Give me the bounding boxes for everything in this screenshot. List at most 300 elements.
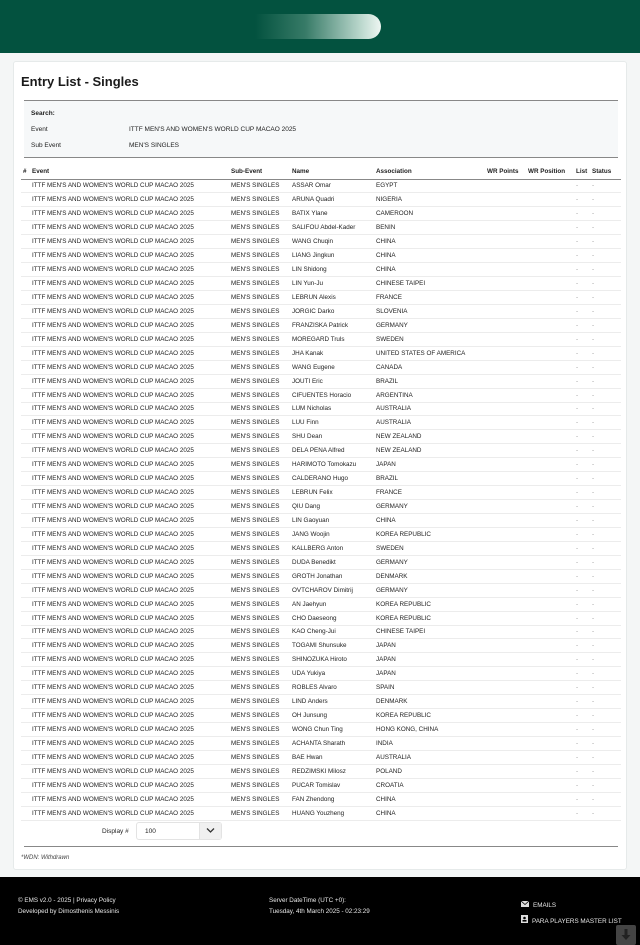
row-name[interactable]: ROBLES Alvaro: [290, 681, 374, 695]
row-wr-position: [526, 332, 574, 346]
row-wr-points: [485, 541, 526, 555]
row-status: -: [590, 611, 621, 625]
row-list: -: [574, 346, 590, 360]
row-list: -: [574, 318, 590, 332]
row-number: [21, 695, 30, 709]
row-status: -: [590, 514, 621, 528]
row-name[interactable]: OH Junsung: [290, 709, 374, 723]
row-name[interactable]: JOUTI Eric: [290, 374, 374, 388]
row-association: JAPAN: [374, 639, 485, 653]
row-wr-position: [526, 207, 574, 221]
row-list: -: [574, 402, 590, 416]
row-name[interactable]: QIU Dang: [290, 500, 374, 514]
row-wr-position: [526, 750, 574, 764]
row-wr-points: [485, 611, 526, 625]
row-status: -: [590, 639, 621, 653]
table-row[interactable]: [21, 750, 621, 764]
search-event-label: Event: [31, 126, 48, 133]
table-row[interactable]: [21, 458, 621, 472]
row-wr-points: [485, 193, 526, 207]
row-number: [21, 541, 30, 555]
row-event: ITTF MEN'S AND WOMEN'S WORLD CUP MACAO 2025: [30, 611, 229, 625]
row-name[interactable]: LEBRUN Felix: [290, 486, 374, 500]
row-association: BENIN: [374, 221, 485, 235]
row-wr-position: [526, 221, 574, 235]
table-row[interactable]: [21, 291, 621, 305]
row-number: [21, 444, 30, 458]
search-event-value: ITTF MEN'S AND WOMEN'S WORLD CUP MACAO 2025: [129, 126, 297, 133]
row-association: AUSTRALIA: [374, 416, 485, 430]
row-name[interactable]: JANG Woojin: [290, 527, 374, 541]
row-status: -: [590, 750, 621, 764]
row-event: ITTF MEN'S AND WOMEN'S WORLD CUP MACAO 2025: [30, 402, 229, 416]
row-list: -: [574, 764, 590, 778]
row-wr-position: [526, 667, 574, 681]
table-row[interactable]: [21, 709, 621, 723]
col-header-event[interactable]: Event: [30, 165, 229, 179]
row-wr-position: [526, 806, 574, 820]
row-association: JAPAN: [374, 458, 485, 472]
row-number: [21, 416, 30, 430]
row-wr-position: [526, 346, 574, 360]
table-row[interactable]: [21, 374, 621, 388]
row-event: ITTF MEN'S AND WOMEN'S WORLD CUP MACAO 2025: [30, 695, 229, 709]
copyright-text[interactable]: © EMS v2.0 - 2025 | Privacy Policy: [18, 897, 116, 904]
row-status: -: [590, 792, 621, 806]
row-name[interactable]: DELA PENA Alfred: [290, 444, 374, 458]
server-time-label: Server DateTime (UTC +0):: [269, 897, 346, 904]
row-wr-points: [485, 332, 526, 346]
footer-server-time: [269, 895, 370, 917]
row-event: ITTF MEN'S AND WOMEN'S WORLD CUP MACAO 2025: [30, 304, 229, 318]
row-name[interactable]: CALDERANO Hugo: [290, 472, 374, 486]
row-sub-event: MEN'S SINGLES: [229, 500, 290, 514]
col-header-sub-event[interactable]: Sub-Event: [229, 165, 290, 179]
col-header-wr-position[interactable]: WR Position: [526, 165, 574, 179]
row-list: -: [574, 221, 590, 235]
row-list: -: [574, 625, 590, 639]
row-association: DENMARK: [374, 695, 485, 709]
row-sub-event: MEN'S SINGLES: [229, 221, 290, 235]
row-association: CHINA: [374, 514, 485, 528]
scroll-download-button[interactable]: [616, 925, 636, 945]
row-association: CHINA: [374, 806, 485, 820]
entry-list-card: [13, 61, 627, 870]
row-number: [21, 235, 30, 249]
table-row[interactable]: [21, 681, 621, 695]
row-sub-event: MEN'S SINGLES: [229, 179, 290, 193]
row-status: -: [590, 291, 621, 305]
row-wr-points: [485, 304, 526, 318]
row-list: -: [574, 332, 590, 346]
row-wr-position: [526, 291, 574, 305]
row-event: ITTF MEN'S AND WOMEN'S WORLD CUP MACAO 2025: [30, 555, 229, 569]
row-event: ITTF MEN'S AND WOMEN'S WORLD CUP MACAO 2025: [30, 792, 229, 806]
row-number: [21, 207, 30, 221]
row-wr-points: [485, 555, 526, 569]
row-status: -: [590, 346, 621, 360]
row-name[interactable]: SHINOZUKA Hiroto: [290, 653, 374, 667]
table-row[interactable]: [21, 430, 621, 444]
row-event: ITTF MEN'S AND WOMEN'S WORLD CUP MACAO 2025: [30, 374, 229, 388]
row-association: CHINESE TAIPEI: [374, 277, 485, 291]
row-status: -: [590, 486, 621, 500]
row-list: -: [574, 583, 590, 597]
row-wr-position: [526, 277, 574, 291]
table-row[interactable]: [21, 263, 621, 277]
table-row[interactable]: [21, 221, 621, 235]
row-wr-points: [485, 458, 526, 472]
row-number: [21, 318, 30, 332]
withdrawn-note: *WDN: Withdrawn: [21, 855, 70, 861]
table-row[interactable]: [21, 792, 621, 806]
row-name[interactable]: WANG Chuqin: [290, 235, 374, 249]
row-wr-points: [485, 764, 526, 778]
row-list: -: [574, 360, 590, 374]
table-row[interactable]: [21, 764, 621, 778]
row-name[interactable]: FAN Zhendong: [290, 792, 374, 806]
row-status: -: [590, 235, 621, 249]
row-status: -: [590, 555, 621, 569]
table-row[interactable]: [21, 346, 621, 360]
table-row[interactable]: [21, 304, 621, 318]
row-number: [21, 723, 30, 737]
row-wr-position: [526, 179, 574, 193]
table-row[interactable]: [21, 444, 621, 458]
row-event: ITTF MEN'S AND WOMEN'S WORLD CUP MACAO 2025: [30, 723, 229, 737]
row-list: -: [574, 639, 590, 653]
row-wr-position: [526, 235, 574, 249]
row-list: -: [574, 569, 590, 583]
row-wr-points: [485, 639, 526, 653]
table-row[interactable]: [21, 527, 621, 541]
row-association: HONG KONG, CHINA: [374, 723, 485, 737]
search-sub-event-label: Sub Event: [31, 142, 61, 149]
row-sub-event: MEN'S SINGLES: [229, 304, 290, 318]
row-status: -: [590, 625, 621, 639]
emails-link[interactable]: [521, 898, 622, 914]
row-association: GERMANY: [374, 583, 485, 597]
row-association: INDIA: [374, 737, 485, 751]
row-number: [21, 360, 30, 374]
row-status: -: [590, 723, 621, 737]
row-name[interactable]: MOREGARD Truls: [290, 332, 374, 346]
table-row[interactable]: [21, 778, 621, 792]
row-name[interactable]: UDA Yukiya: [290, 667, 374, 681]
row-number: [21, 263, 30, 277]
row-list: -: [574, 653, 590, 667]
row-name[interactable]: PUCAR Tomislav: [290, 778, 374, 792]
row-name[interactable]: JORGIC Darko: [290, 304, 374, 318]
row-number: [21, 472, 30, 486]
row-event: ITTF MEN'S AND WOMEN'S WORLD CUP MACAO 2025: [30, 249, 229, 263]
row-wr-points: [485, 374, 526, 388]
row-event: ITTF MEN'S AND WOMEN'S WORLD CUP MACAO 2025: [30, 764, 229, 778]
row-name[interactable]: WANG Eugene: [290, 360, 374, 374]
row-wr-points: [485, 750, 526, 764]
row-name[interactable]: BATIX Ylane: [290, 207, 374, 221]
row-name[interactable]: JHA Kanak: [290, 346, 374, 360]
row-association: SPAIN: [374, 681, 485, 695]
footer: [0, 877, 640, 945]
row-name[interactable]: KAO Cheng-Jui: [290, 625, 374, 639]
row-association: POLAND: [374, 764, 485, 778]
row-wr-position: [526, 723, 574, 737]
row-wr-points: [485, 709, 526, 723]
table-row[interactable]: [21, 541, 621, 555]
table-row[interactable]: [21, 193, 621, 207]
row-number: [21, 193, 30, 207]
row-list: -: [574, 235, 590, 249]
row-status: -: [590, 778, 621, 792]
row-name[interactable]: HARIMOTO Tomokazu: [290, 458, 374, 472]
table-row[interactable]: [21, 318, 621, 332]
master-list-label: PARA PLAYERS MASTER LIST: [532, 918, 622, 925]
row-name[interactable]: CIFUENTES Horacio: [290, 388, 374, 402]
row-event: ITTF MEN'S AND WOMEN'S WORLD CUP MACAO 2025: [30, 221, 229, 235]
row-status: -: [590, 737, 621, 751]
row-wr-position: [526, 625, 574, 639]
footer-links: [521, 898, 622, 930]
row-name[interactable]: BAE Hwan: [290, 750, 374, 764]
row-event: ITTF MEN'S AND WOMEN'S WORLD CUP MACAO 2025: [30, 500, 229, 514]
table-row[interactable]: [21, 332, 621, 346]
row-association: NEW ZEALAND: [374, 430, 485, 444]
row-wr-position: [526, 597, 574, 611]
row-name[interactable]: LIN Gaoyuan: [290, 514, 374, 528]
row-sub-event: MEN'S SINGLES: [229, 249, 290, 263]
row-status: -: [590, 263, 621, 277]
row-event: ITTF MEN'S AND WOMEN'S WORLD CUP MACAO 2025: [30, 569, 229, 583]
table-row[interactable]: [21, 500, 621, 514]
row-wr-position: [526, 764, 574, 778]
row-status: -: [590, 667, 621, 681]
row-wr-points: [485, 625, 526, 639]
row-name[interactable]: SHU Dean: [290, 430, 374, 444]
table-row[interactable]: [21, 235, 621, 249]
row-sub-event: MEN'S SINGLES: [229, 360, 290, 374]
table-row[interactable]: [21, 611, 621, 625]
table-row[interactable]: [21, 486, 621, 500]
row-name[interactable]: REDZIMSKI Milosz: [290, 764, 374, 778]
row-number: [21, 249, 30, 263]
col-header-number[interactable]: #: [21, 165, 30, 179]
row-number: [21, 611, 30, 625]
table-row[interactable]: [21, 639, 621, 653]
row-wr-position: [526, 444, 574, 458]
table-row[interactable]: [21, 514, 621, 528]
row-association: CHINA: [374, 249, 485, 263]
row-name[interactable]: LIN Yun-Ju: [290, 277, 374, 291]
row-wr-points: [485, 318, 526, 332]
row-list: -: [574, 541, 590, 555]
table-row[interactable]: [21, 625, 621, 639]
row-event: ITTF MEN'S AND WOMEN'S WORLD CUP MACAO 2025: [30, 263, 229, 277]
row-association: BRAZIL: [374, 472, 485, 486]
row-status: -: [590, 388, 621, 402]
row-wr-position: [526, 583, 574, 597]
table-row[interactable]: [21, 723, 621, 737]
row-status: -: [590, 402, 621, 416]
row-wr-position: [526, 681, 574, 695]
table-row[interactable]: [21, 695, 621, 709]
table-row[interactable]: [21, 207, 621, 221]
row-name[interactable]: LIANG Jingkun: [290, 249, 374, 263]
row-wr-position: [526, 193, 574, 207]
row-wr-position: [526, 318, 574, 332]
row-number: [21, 806, 30, 820]
row-wr-points: [485, 277, 526, 291]
row-wr-position: [526, 249, 574, 263]
row-sub-event: MEN'S SINGLES: [229, 695, 290, 709]
row-wr-position: [526, 792, 574, 806]
table-row[interactable]: [21, 472, 621, 486]
site-logo[interactable]: [255, 14, 381, 39]
row-sub-event: MEN'S SINGLES: [229, 444, 290, 458]
row-association: GERMANY: [374, 555, 485, 569]
row-association: KOREA REPUBLIC: [374, 709, 485, 723]
row-status: -: [590, 541, 621, 555]
row-event: ITTF MEN'S AND WOMEN'S WORLD CUP MACAO 2025: [30, 597, 229, 611]
row-number: [21, 764, 30, 778]
row-association: CHINA: [374, 235, 485, 249]
row-wr-points: [485, 583, 526, 597]
row-name[interactable]: FRANZISKA Patrick: [290, 318, 374, 332]
col-header-wr-points[interactable]: WR Points: [485, 165, 526, 179]
row-name[interactable]: AN Jaehyun: [290, 597, 374, 611]
row-wr-position: [526, 514, 574, 528]
row-name[interactable]: LIND Anders: [290, 695, 374, 709]
table-row[interactable]: [21, 277, 621, 291]
table-row[interactable]: [21, 569, 621, 583]
row-event: ITTF MEN'S AND WOMEN'S WORLD CUP MACAO 2025: [30, 472, 229, 486]
row-wr-points: [485, 444, 526, 458]
row-sub-event: MEN'S SINGLES: [229, 806, 290, 820]
row-status: -: [590, 709, 621, 723]
row-event: ITTF MEN'S AND WOMEN'S WORLD CUP MACAO 2025: [30, 778, 229, 792]
row-number: [21, 500, 30, 514]
row-wr-points: [485, 514, 526, 528]
row-association: FRANCE: [374, 486, 485, 500]
table-row[interactable]: [21, 402, 621, 416]
row-sub-event: MEN'S SINGLES: [229, 764, 290, 778]
table-row[interactable]: [21, 597, 621, 611]
row-association: CROATIA: [374, 778, 485, 792]
row-wr-points: [485, 221, 526, 235]
envelope-icon: [521, 898, 529, 914]
search-panel: [24, 100, 618, 158]
row-list: -: [574, 207, 590, 221]
row-name[interactable]: KALLBERG Anton: [290, 541, 374, 555]
row-wr-position: [526, 388, 574, 402]
row-number: [21, 792, 30, 806]
row-sub-event: MEN'S SINGLES: [229, 291, 290, 305]
row-event: ITTF MEN'S AND WOMEN'S WORLD CUP MACAO 2025: [30, 332, 229, 346]
table-row[interactable]: [21, 653, 621, 667]
row-name[interactable]: SALIFOU Abdel-Kader: [290, 221, 374, 235]
row-number: [21, 709, 30, 723]
row-association: CHINA: [374, 263, 485, 277]
row-status: -: [590, 583, 621, 597]
row-event: ITTF MEN'S AND WOMEN'S WORLD CUP MACAO 2025: [30, 625, 229, 639]
row-list: -: [574, 527, 590, 541]
table-row[interactable]: [21, 555, 621, 569]
row-name[interactable]: LUM Nicholas: [290, 402, 374, 416]
row-sub-event: MEN'S SINGLES: [229, 778, 290, 792]
row-name[interactable]: LIN Shidong: [290, 263, 374, 277]
row-number: [21, 653, 30, 667]
emails-label: EMAILS: [533, 902, 557, 909]
row-name[interactable]: LUU Finn: [290, 416, 374, 430]
row-name[interactable]: LEBRUN Alexis: [290, 291, 374, 305]
row-list: -: [574, 430, 590, 444]
row-event: ITTF MEN'S AND WOMEN'S WORLD CUP MACAO 2025: [30, 750, 229, 764]
row-number: [21, 221, 30, 235]
table-row[interactable]: [21, 360, 621, 374]
row-number: [21, 304, 30, 318]
row-name[interactable]: HUANG Youzheng: [290, 806, 374, 820]
display-count-select[interactable]: [136, 822, 222, 840]
row-name[interactable]: ARUNA Quadri: [290, 193, 374, 207]
row-wr-points: [485, 527, 526, 541]
row-name[interactable]: GROTH Jonathan: [290, 569, 374, 583]
col-header-association[interactable]: Association: [374, 165, 485, 179]
row-name[interactable]: OVTCHAROV Dimitrij: [290, 583, 374, 597]
row-association: DENMARK: [374, 569, 485, 583]
master-list-link[interactable]: [521, 914, 622, 930]
row-wr-points: [485, 388, 526, 402]
table-row[interactable]: [21, 583, 621, 597]
row-sub-event: MEN'S SINGLES: [229, 527, 290, 541]
row-event: ITTF MEN'S AND WOMEN'S WORLD CUP MACAO 2025: [30, 193, 229, 207]
row-name[interactable]: DUDA Benedikt: [290, 555, 374, 569]
row-event: ITTF MEN'S AND WOMEN'S WORLD CUP MACAO 2025: [30, 318, 229, 332]
chevron-down-icon[interactable]: [199, 823, 221, 839]
row-name[interactable]: TOGAMI Shunsuke: [290, 639, 374, 653]
col-header-status[interactable]: Status: [590, 165, 621, 179]
table-row[interactable]: [21, 806, 621, 820]
row-status: -: [590, 304, 621, 318]
table-row[interactable]: [21, 179, 621, 193]
row-wr-position: [526, 695, 574, 709]
row-wr-points: [485, 597, 526, 611]
row-list: -: [574, 277, 590, 291]
row-association: EGYPT: [374, 179, 485, 193]
top-header-bar: [0, 0, 640, 53]
row-list: -: [574, 263, 590, 277]
table-row[interactable]: [21, 388, 621, 402]
table-body: [21, 179, 621, 820]
row-name[interactable]: ACHANTA Sharath: [290, 737, 374, 751]
col-header-name[interactable]: Name: [290, 165, 374, 179]
row-wr-position: [526, 541, 574, 555]
row-association: JAPAN: [374, 667, 485, 681]
row-association: AUSTRALIA: [374, 750, 485, 764]
row-name[interactable]: WONG Chun Ting: [290, 723, 374, 737]
row-name[interactable]: CHO Daeseong: [290, 611, 374, 625]
row-sub-event: MEN'S SINGLES: [229, 583, 290, 597]
row-event: ITTF MEN'S AND WOMEN'S WORLD CUP MACAO 2025: [30, 277, 229, 291]
table-row[interactable]: [21, 667, 621, 681]
row-list: -: [574, 291, 590, 305]
row-wr-position: [526, 500, 574, 514]
table-row[interactable]: [21, 249, 621, 263]
table-row[interactable]: [21, 416, 621, 430]
table-row[interactable]: [21, 737, 621, 751]
row-name[interactable]: ASSAR Omar: [290, 179, 374, 193]
row-event: ITTF MEN'S AND WOMEN'S WORLD CUP MACAO 2025: [30, 235, 229, 249]
col-header-list[interactable]: List: [574, 165, 590, 179]
